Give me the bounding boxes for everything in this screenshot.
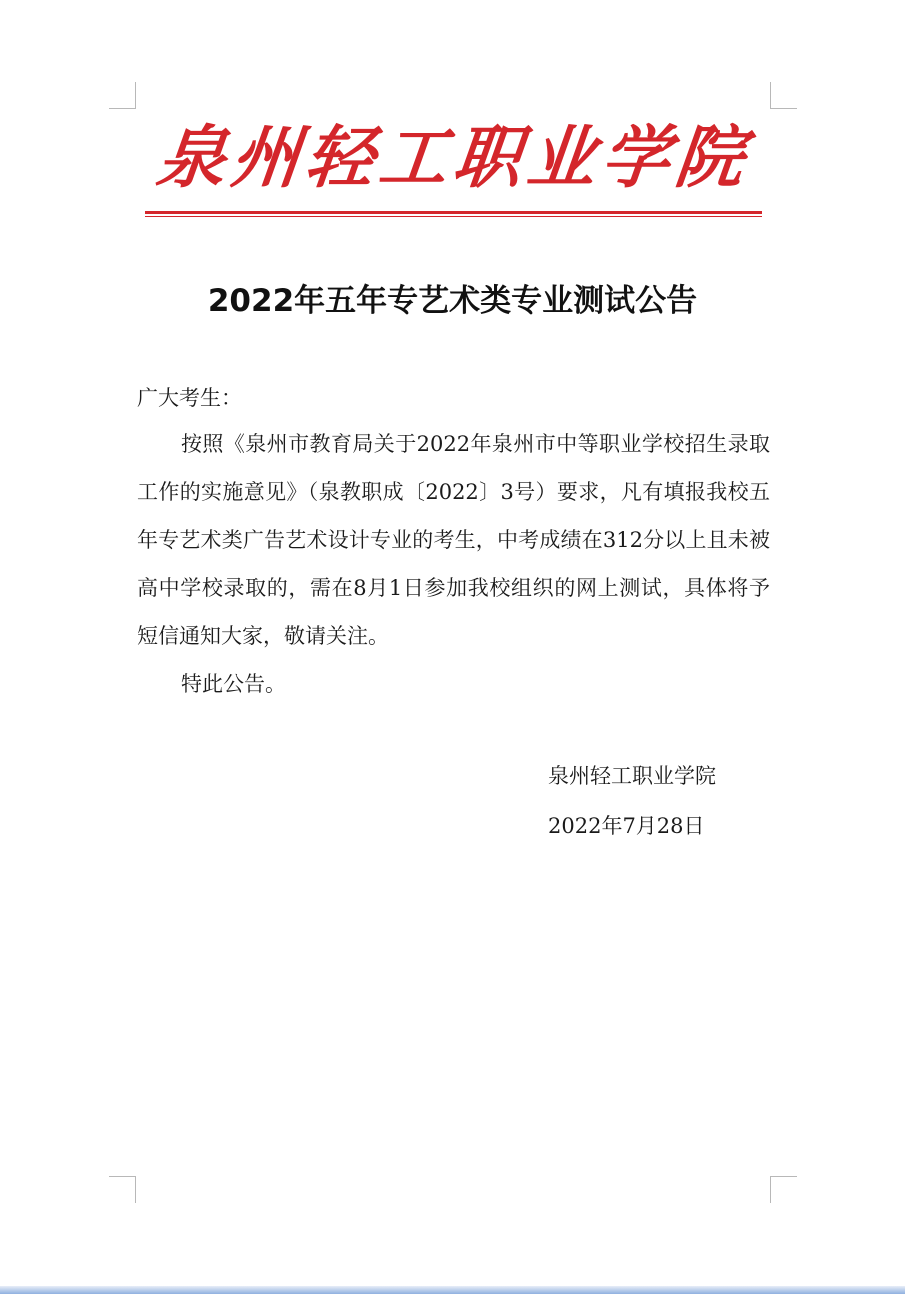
letterhead-rule-thick [145,211,762,214]
signature-organization: 泉州轻工职业学院 [548,764,716,788]
body-paragraph: 按照《泉州市教育局关于2022年泉州市中等职业学校招生录取工作的实施意见》（泉教职成〔2022〕3号）要求，凡有填报我校五年专艺术类广告艺术设计专业的考生，中考成绩在312分以上且未被高中学校录取的，需在8月1日参加我校组织的网上测试，具体将予短信通知大家，敬请关注。 [137,432,770,648]
signature-date: 2022年7月28日 [548,814,705,838]
page-corner-mark-bottom-left [109,1176,136,1203]
closing-line: 特此公告。 [181,672,286,696]
letterhead-rule-thin [145,216,762,217]
page-corner-mark-top-left [109,82,136,109]
letterhead-logo [145,108,762,214]
document-title: 2022年五年专艺术类专业测试公告 [207,283,698,319]
salutation: 广大考生： [137,386,242,410]
viewer-bottom-edge [0,1286,905,1294]
page-corner-mark-top-right [770,82,797,109]
letterhead-calligraphy: 泉州轻工职业学院 [153,118,754,198]
page-corner-mark-bottom-right [770,1176,797,1203]
